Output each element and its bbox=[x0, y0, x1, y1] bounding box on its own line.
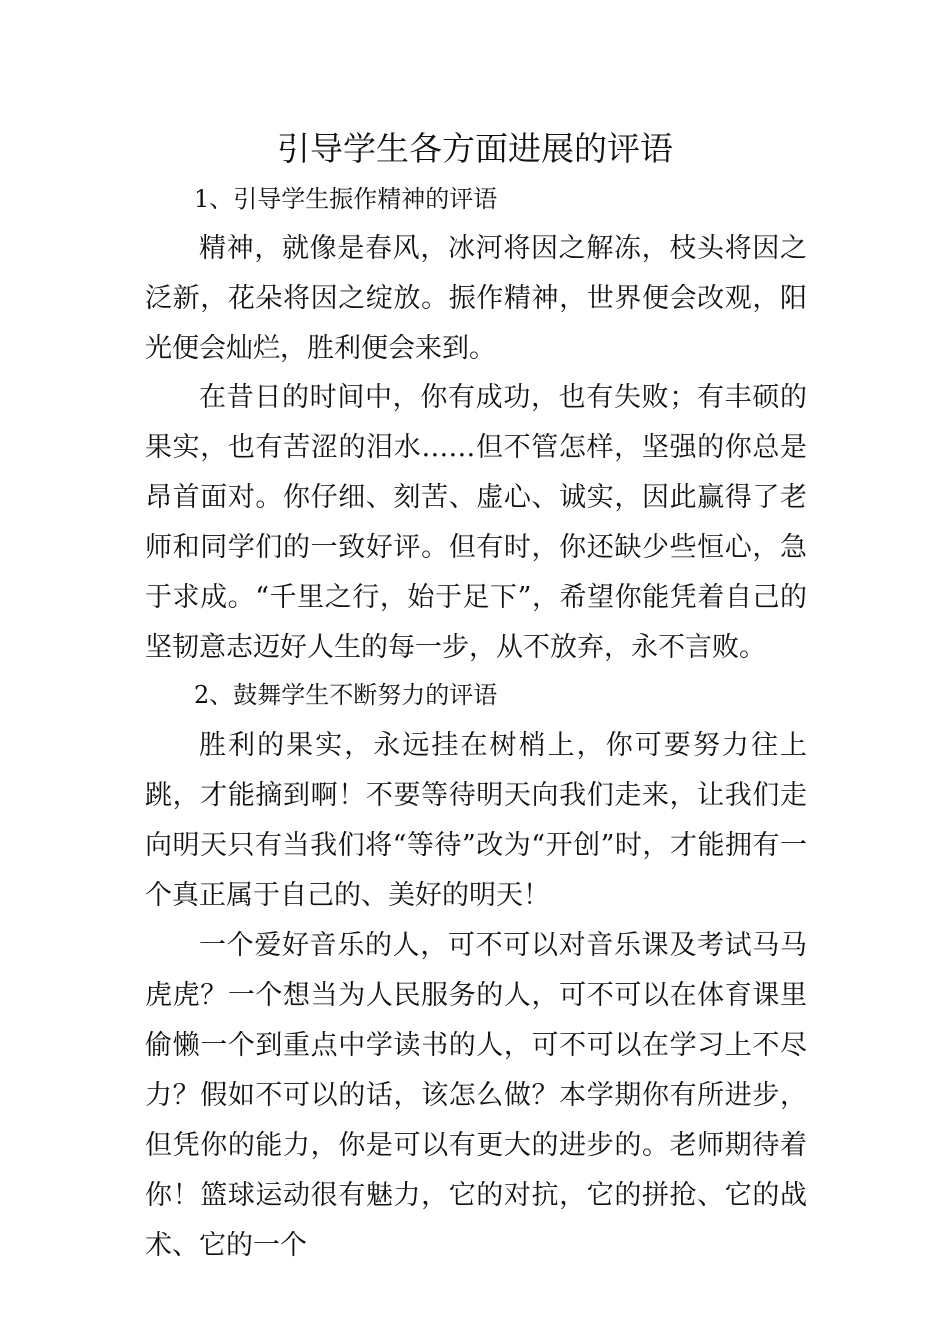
document-title: 引导学生各方面进展的评语 bbox=[277, 129, 673, 168]
section-1-heading: 1、引导学生振作精神的评语 bbox=[194, 185, 498, 213]
section-1-paragraph-2: 在昔日的时间中，你有成功，也有失败；有丰硕的果实，也有苦涩的泪水……但不管怎样，坚强的你总是昂首面对。你仔细、刻苦、虚心、诚实，因此赢得了老师和同学们的一致好评。但有时，你还缺少些恒心，急于求成。“千里之行，始于足下”，希望你能凭着自己的坚韧意志迈好人生的每一步，从不放弃，永不言败。 bbox=[145, 382, 807, 663]
section-2-paragraph-2: 一个爱好音乐的人，可不可以对音乐课及考试马马虎虎？一个想当为人民服务的人，可不可以在体育课里偷懒一个到重点中学读书的人，可不可以在学习上不尽力？假如不可以的话，该怎么做？本学期你有所进步，但凭你的能力，你是可以有更大的进步的。老师期待着你！篮球运动很有魅力，它的对抗，它的拼抢、它的战术、它的一个 bbox=[145, 930, 807, 1261]
section-2-paragraph-1: 胜利的果实，永远挂在树梢上，你可要努力往上跳，才能摘到啊！不要等待明天向我们走来，让我们走向明天只有当我们将“等待”改为“开创”时，才能拥有一个真正属于自己的、美好的明天！ bbox=[145, 730, 807, 911]
section-2-heading: 2、鼓舞学生不断努力的评语 bbox=[194, 681, 498, 709]
section-1-paragraph-1: 精神，就像是春风，冰河将因之解冻，枝头将因之泛新，花朵将因之绽放。振作精神，世界便会改观，阳光便会灿烂，胜利便会来到。 bbox=[145, 233, 807, 364]
